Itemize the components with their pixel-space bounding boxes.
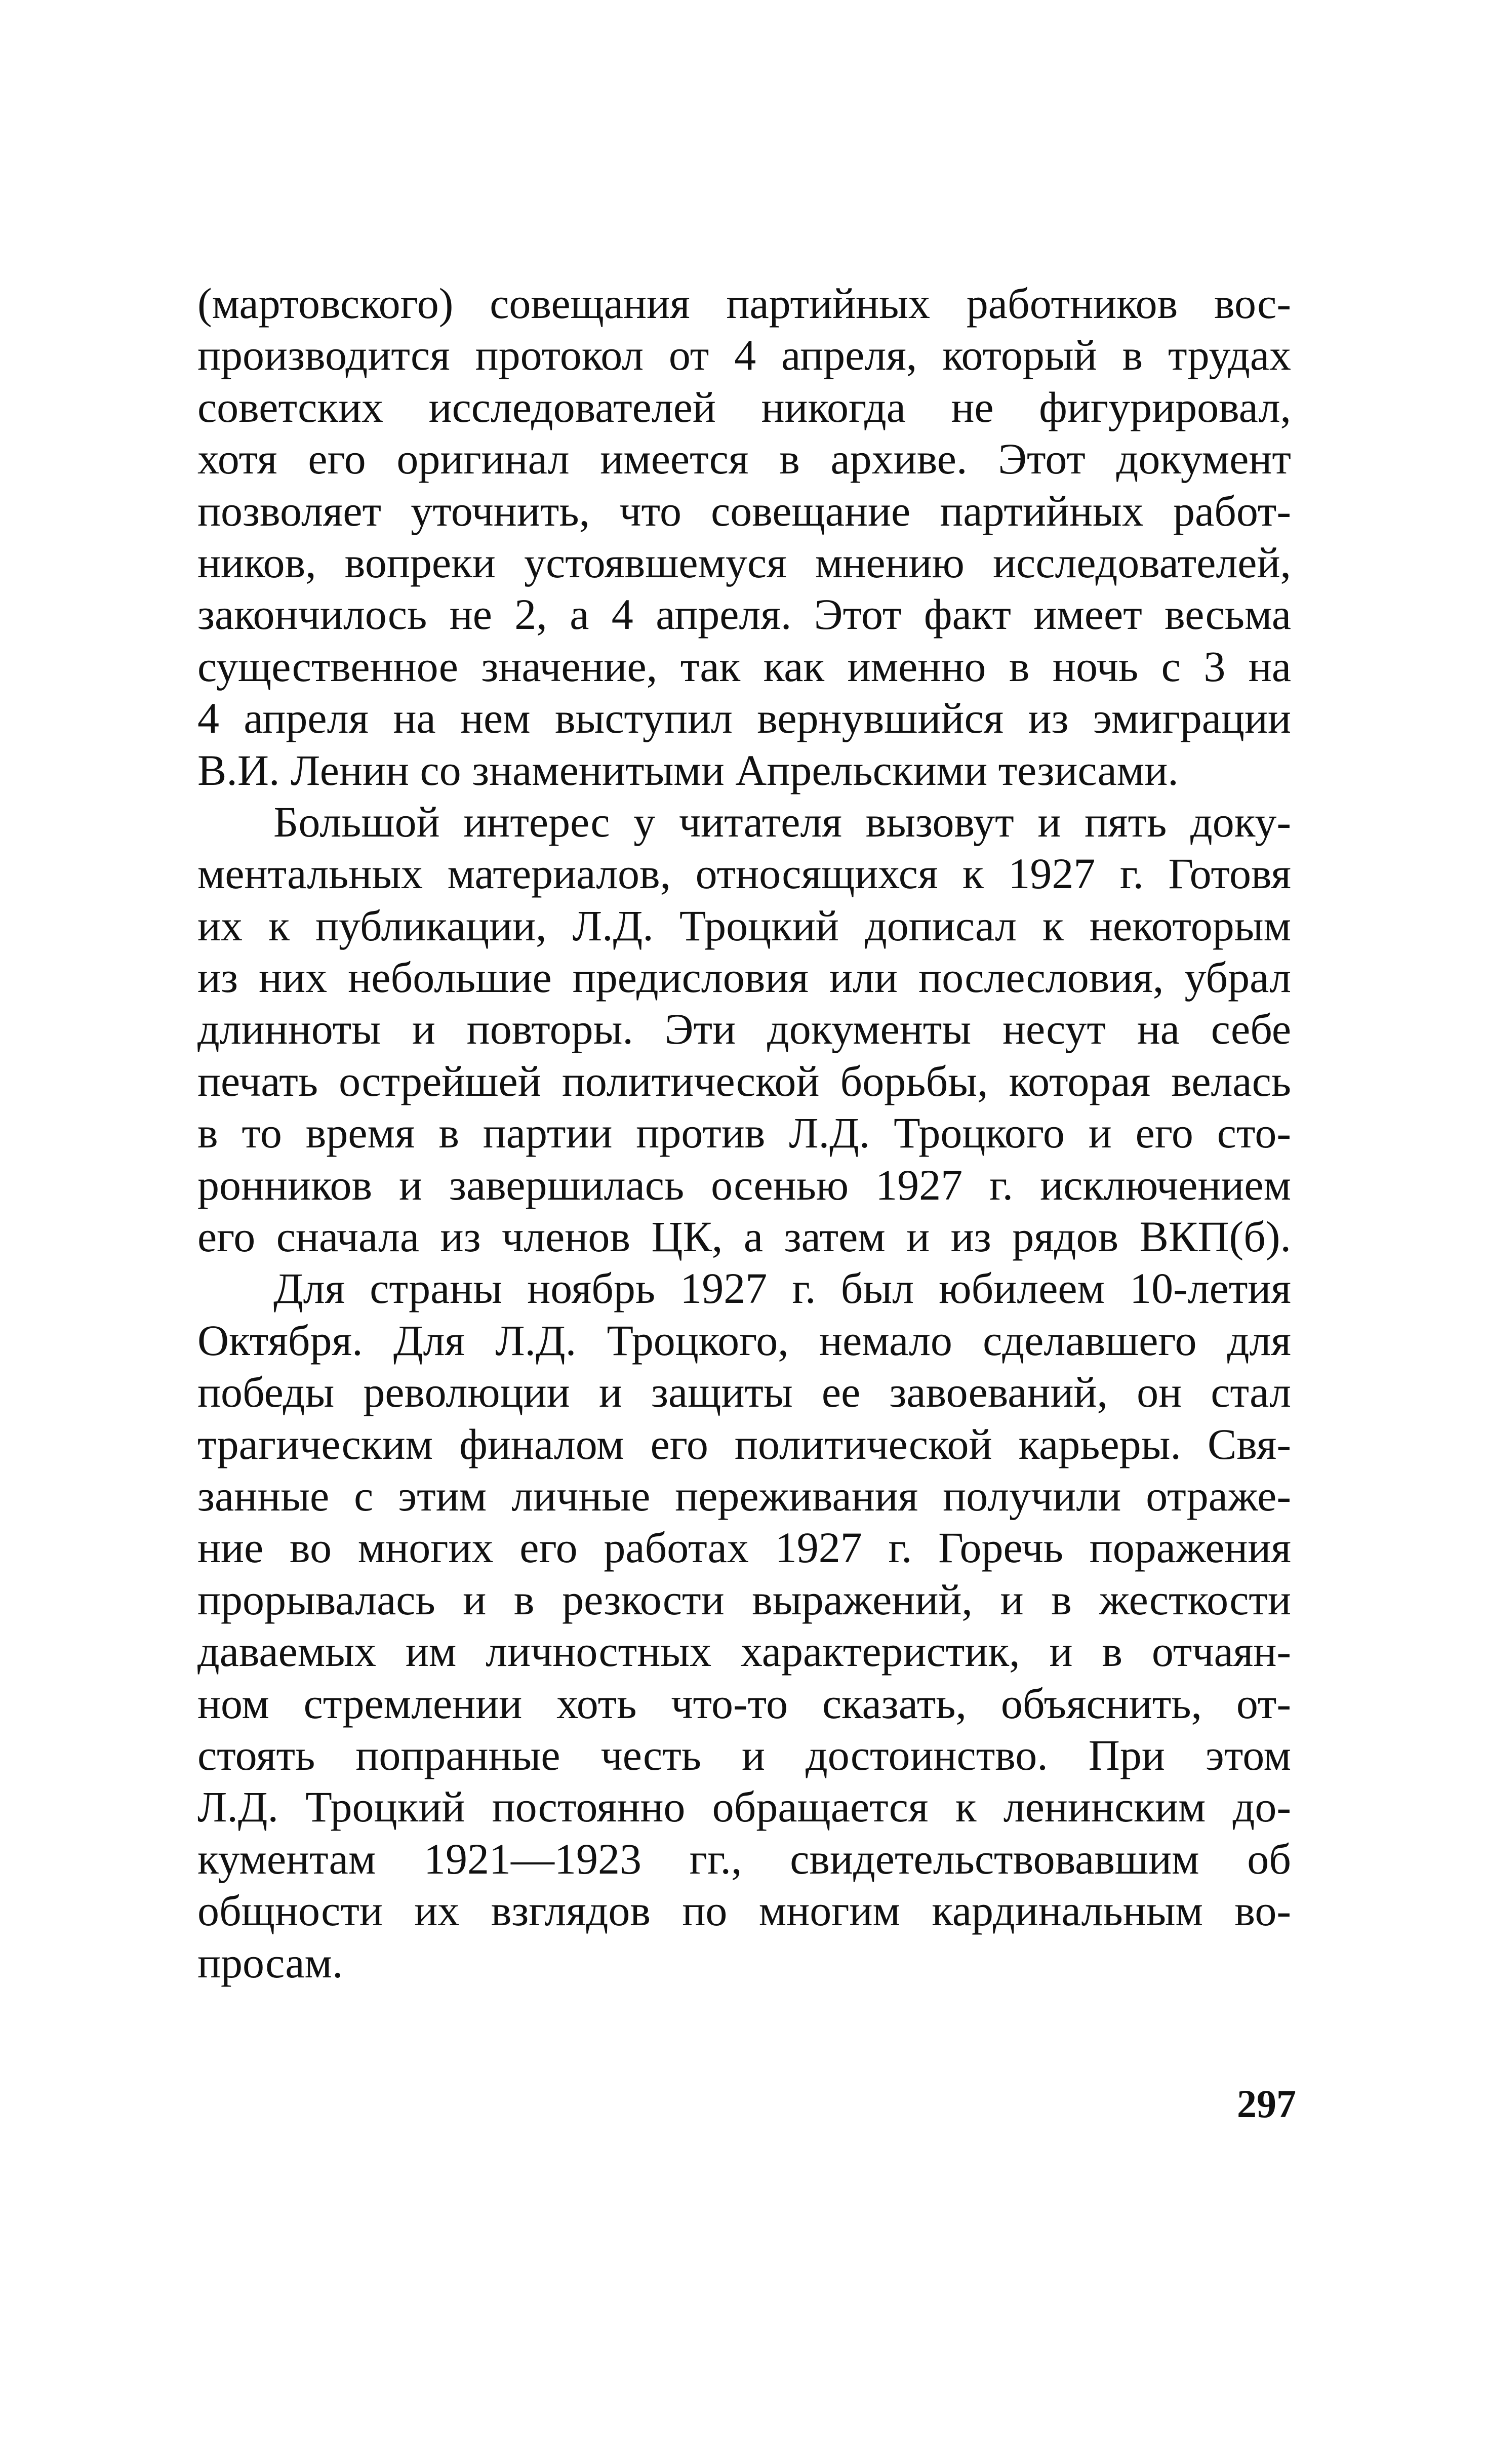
page-number: 297 [1237,2082,1296,2126]
text-line: длинноты и повторы. Эти документы несут на себе [197,1005,1291,1054]
text-line: из них небольшие предисловия или послесловия, убрал [197,953,1291,1002]
text-line: производится протокол от 4 апреля, который в трудах [197,331,1291,380]
text-line: В.И. Ленин со знаменитыми Апрельскими тезисами. [197,745,1179,794]
text-line: Для страны ноябрь 1927 г. был юбилеем 10-летия [273,1264,1291,1313]
text-line: (мартовского) совещания партийных работников вос- [197,279,1291,328]
text-line: занные с этим личные переживания получили отраже- [197,1471,1291,1520]
paragraph-1 [197,277,1291,796]
text-line: победы революции и защиты ее завоеваний, он стал [197,1368,1291,1417]
text-line: ние во многих его работах 1927 г. Горечь поражения [197,1523,1291,1572]
text-line: существенное значение, так как именно в ночь с 3 на [197,642,1291,691]
text-line: ментальных материалов, относящихся к 1927 г. Готовя [197,849,1291,898]
text-line: даваемых им личностных характеристик, и в отчаян- [197,1627,1291,1676]
text-line: прорывалась и в резкости выражений, и в жесткости [197,1575,1291,1624]
text-line: их к публикации, Л.Д. Троцкий дописал к некоторым [197,901,1291,950]
text-line: советских исследователей никогда не фигурировал, [197,382,1291,431]
text-line: трагическим финалом его политической карьеры. Свя- [197,1419,1291,1468]
text-line: кументам 1921—1923 гг., свидетельствовавшим об [197,1834,1291,1883]
text-line: Л.Д. Троцкий постоянно обращается к ленинским до- [197,1782,1291,1832]
text-line: стоять попранные честь и достоинство. При этом [197,1730,1291,1779]
text-line: Большой интерес у читателя вызовут и пять доку- [273,797,1291,846]
text-line: ном стремлении хоть что-то сказать, объяснить, от- [197,1679,1291,1728]
text-line: просам. [197,1938,343,1987]
text-line: хотя его оригинал имеется в архиве. Этот документ [197,434,1291,484]
text-line: его сначала из членов ЦК, а затем и из рядов ВКП(б). [197,1212,1291,1261]
text-line: позволяет уточнить, что совещание партийных работ- [197,486,1291,535]
text-line: 4 апреля на нем выступил вернувшийся из эмиграции [197,694,1291,743]
paragraph-2 [197,796,1291,1263]
paragraph-3 [197,1262,1291,1988]
text-line: печать острейшей политической борьбы, которая велась [197,1056,1291,1105]
text-line: в то время в партии против Л.Д. Троцкого и его сто- [197,1108,1291,1158]
text-line: Октября. Для Л.Д. Троцкого, немало сделавшего для [197,1316,1291,1365]
text-line: закончилось не 2, а 4 апреля. Этот факт имеет весьма [197,590,1291,639]
text-line: ников, вопреки устоявшемуся мнению исследователей, [197,538,1291,587]
text-line: ронников и завершилась осенью 1927 г. исключением [197,1160,1291,1209]
body-text [197,277,1291,1989]
text-line: общности их взглядов по многим кардинальным во- [197,1886,1291,1935]
